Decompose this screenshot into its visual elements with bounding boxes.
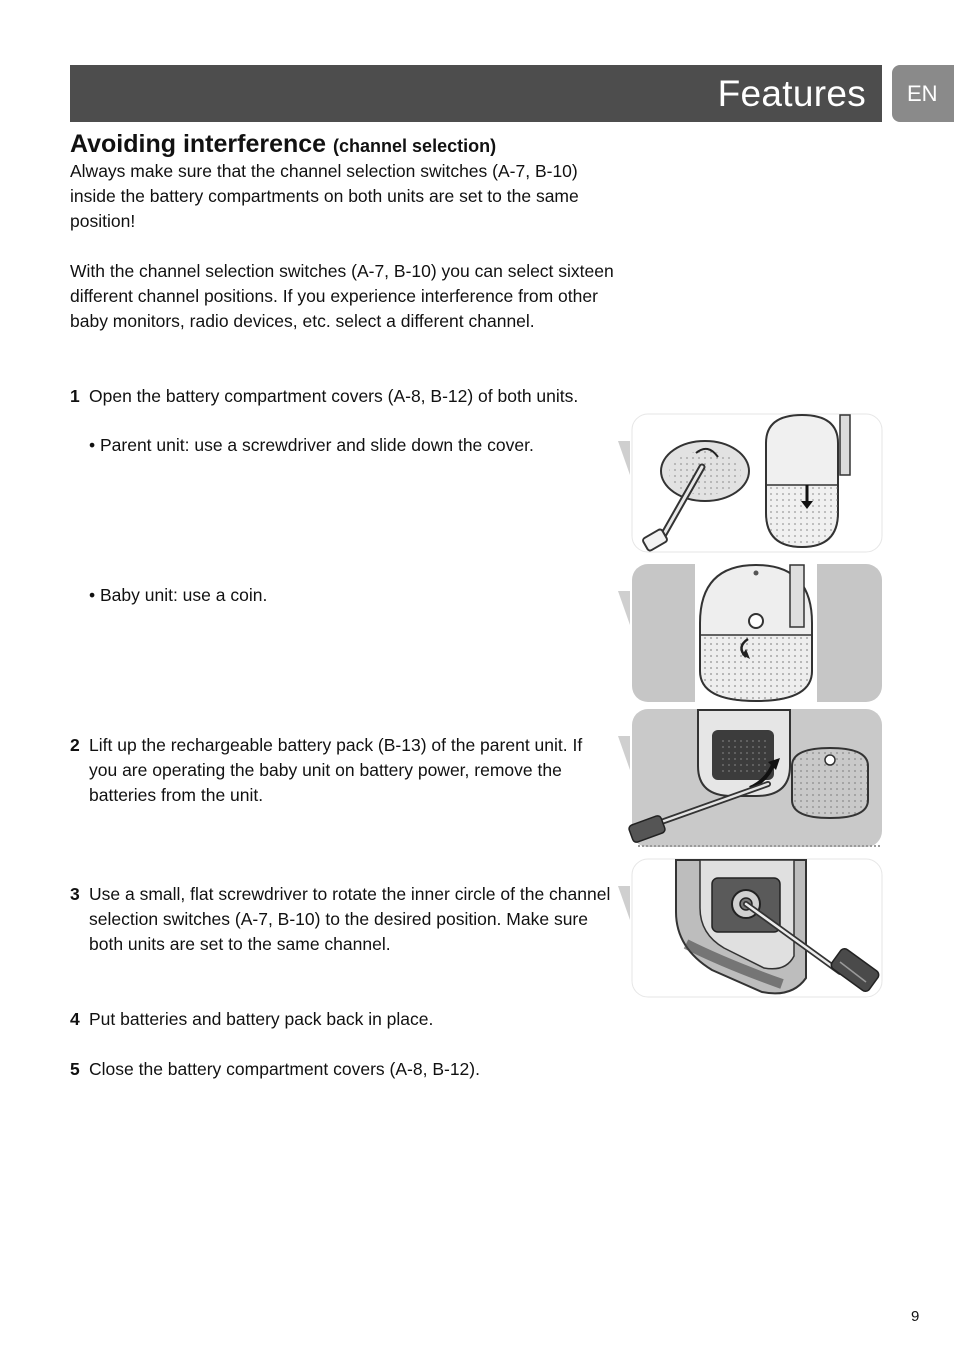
header-bar [70,65,882,122]
illustration-baby-unit-coin [600,563,884,703]
illustration-channel-switch [600,858,884,998]
page-title: Features [717,73,866,114]
step-4 [70,1007,615,1032]
step-2 [70,733,615,808]
illustration-parent-unit-cover [600,413,884,553]
page-number: 9 [911,1308,920,1325]
language-tab: EN [892,65,954,122]
section-title [70,127,496,163]
step-number: 2 [70,735,80,755]
step-text: Put batteries and battery pack back in place. [89,1009,434,1029]
step-3 [70,882,615,957]
step-number: 5 [70,1059,80,1079]
step-text: Close the battery compartment covers (A-8, B-12). [89,1059,480,1079]
step-text: Open the battery compartment covers (A-8, B-12) of both units. [89,386,579,406]
step-number: 1 [70,386,80,406]
step-1 [70,384,615,409]
illustration-battery-pack [600,708,884,848]
bullet-parent-unit: • Parent unit: use a screwdriver and slide down the cover. [89,435,534,455]
section-title-main: Avoiding interference [70,130,327,158]
step-number: 4 [70,1009,80,1029]
step-text: Use a small, flat screwdriver to rotate the inner circle of the channel selection switches (A-7, B-10) to the desired position. Make sure both units are set to the same channel. [89,884,611,954]
step-5 [70,1057,615,1082]
bullet-baby-unit: • Baby unit: use a coin. [89,585,268,605]
section-subtitle: (channel selection) [333,136,497,156]
intro-paragraph-2: With the channel selection switches (A-7, B-10) you can select sixteen different channel positions. If you experience interference from other baby monitors, radio devices, etc. select a different channel. [70,261,614,331]
intro-paragraph-1: Always make sure that the channel selection switches (A-7, B-10) inside the battery compartments on both units are set to the same position! [70,161,579,231]
step-text: Lift up the rechargeable battery pack (B-13) of the parent unit. If you are operating the baby unit on battery power, remove the batteries from the unit. [89,735,583,805]
step-number: 3 [70,884,80,904]
